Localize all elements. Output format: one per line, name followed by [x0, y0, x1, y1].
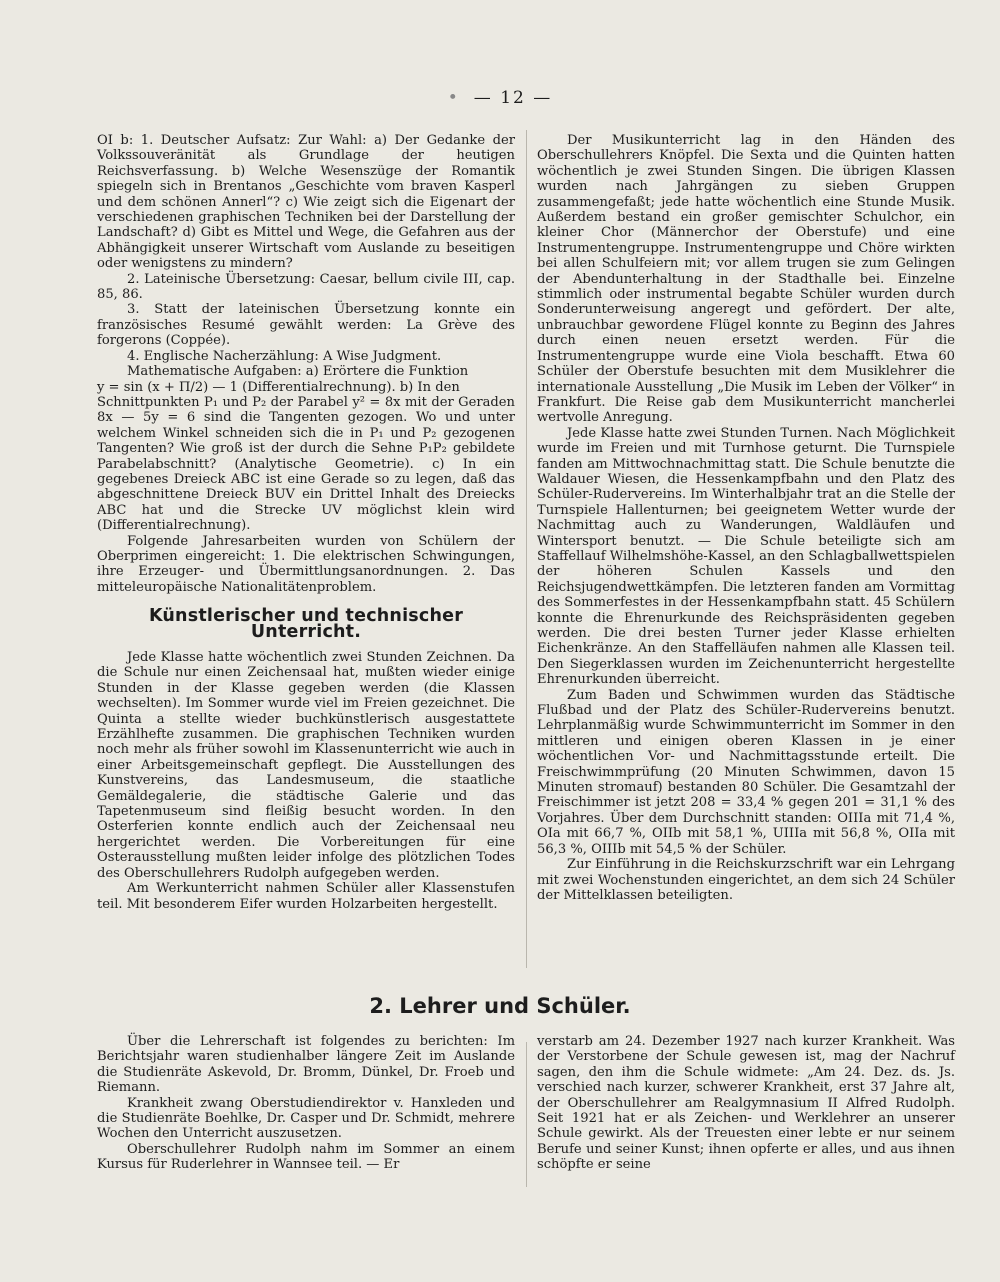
paragraph-deutscher-aufsatz: OI b: 1. Deutscher Aufsatz: Zur Wahl: a) Der Gedanke der Volkssouveränität als Grundlage der heutigen Reichsverfassung. b) Welche Wesenszüge der Romantik spiegeln sich in Brentanos „Geschichte vom braven Kasperl und dem schönen Annerl“? c) Wie zeigt sich die Eigenart der verschiedenen graphischen Techniken bei der Darstellung der Landschaft? d) Gibt es Mittel und Wege, die Gefahren aus der Abhängigkeit unserer Wirtschaft vom Auslande zu beseitigen oder wenigstens zu mindern?	[97, 133, 515, 272]
paragraph-mathematische-aufgaben: Mathematische Aufgaben: a) Erörtere die Funktion	[127, 364, 469, 380]
paragraph-nachruf: verstarb am 24. Dezember 1927 nach kurzer Krankheit. Was der Verstorbene der Schule gewesen ist, mag der Nachruf sagen, den ihm die Schule widmete: „Am 24. Dez. ds. Js. verschied nach kurzer, schwerer Krankheit, erst 37 Jahre alt, der Oberschullehrer am Realgymnasium II Alfred Rudolph. Seit 1921 hat er als Zeichen- und Werklehrer an unserer Schule gewirkt. Als der Treuesten einer lebte er nur seinem Berufe und seiner Kunst; ihnen opferte er alles, und aus ihnen schöpfte er seine	[537, 1034, 955, 1173]
page-number: • — 12 —	[447, 88, 553, 108]
column-divider	[526, 130, 527, 968]
paragraph-lateinische-uebersetzung: 2. Lateinische Übersetzung: Caesar, bellum civile III, cap. 85, 86.	[97, 271, 515, 303]
paragraph-franzoesisches-resume: 3. Statt der lateinischen Übersetzung konnte ein französisches Resumé gewählt werden: La Grève des forgerons (Coppée).	[97, 302, 515, 349]
paragraph-krankheit: Krankheit zwang Oberstudiendirektor v. Hanxleden und die Studienräte Boehlke, Dr. Casper und Dr. Schmidt, mehrere Wochen den Unterricht auszusetzen.	[97, 1095, 515, 1142]
section-heading-kuenstlerisch: Künstlerischer und technischer Unterricht.	[148, 606, 464, 642]
page-mark: •	[447, 88, 460, 108]
math-formula: y = sin (x + Π/2) — 1 (Differentialrechnung). b) In den	[97, 379, 460, 395]
right-column-top	[537, 133, 955, 903]
right-column-bottom	[537, 1034, 955, 1173]
paragraph-werkunterricht: Am Werkunterricht nahmen Schüler aller Klassenstufen teil. Mit besonderem Eifer wurden Holzarbeiten hergestellt.	[97, 881, 515, 912]
left-column-bottom	[97, 1034, 515, 1173]
paragraph-mathematik-fortsetzung: Schnittpunkten P₁ und P₂ der Parabel y² = 8x mit der Geraden 8x — 5y = 6 sind die Tangenten gezogen. Wo und unter welchem Winkel schneiden sich die in P₁ und P₂ gezogenen Tangenten? Wie groß ist der durch die Sehne P₁P₂ gebildete Parabelabschnitt? (Analytische Geometrie). c) In ein gegebenes Dreieck ABC ist eine Gerade so zu legen, daß das abgeschnittene Dreieck BUV ein Drittel Inhalt des Dreiecks ABC hat und die Strecke UV möglichst klein wird (Differentialrechnung).	[97, 394, 515, 534]
chapter-heading: 2. Lehrer und Schüler.	[369, 994, 631, 1018]
column-divider-bottom	[526, 1042, 527, 1187]
paragraph-rudolph: Oberschullehrer Rudolph nahm im Sommer an einem Kursus für Ruderlehrer in Wannsee teil. — Er	[97, 1141, 515, 1173]
paragraph-reichskurzschrift: Zur Einführung in die Reichskurzschrift war ein Lehrgang mit zwei Wochenstunden eingerichtet, an dem sich 24 Schüler der Mittelklassen beteiligten.	[537, 857, 955, 903]
page-number-value: 12	[500, 88, 526, 108]
paragraph-zeichnen: Jede Klasse hatte wöchentlich zwei Stunden Zeichnen. Da die Schule nur einen Zeichensaal hat, mußten wieder einige Stunden in der Klasse gegeben werden (die Klassen wechselten). Im Sommer wurde viel im Freien gezeichnet. Die Quinta a stellte wieder buchkünstlerisch ausgestattete Erzählhefte zusammen. Die graphischen Techniken wurden noch mehr als früher sowohl im Klassenunterricht wie auch in einer Arbeitsgemeinschaft gepflegt. Die Ausstellungen des Kunstvereins, das Landesmuseum, die staatliche Gemäldegalerie, die städtische Galerie und das Tapetenmuseum sind fleißig besucht worden. In den Osterferien konnte endlich auch der Zeichensaal neu hergerichtet werden. Die Vorbereitungen für eine Osterausstellung mußten leider infolge des plötzlichen Todes des Oberschullehrers Rudolph aufgegeben werden.	[97, 650, 515, 881]
paragraph-lehrerschaft: Über die Lehrerschaft ist folgendes zu berichten: Im Berichtsjahr waren studienhalber längere Zeit im Auslande die Studienräte Askevold, Dr. Bromm, Dünkel, Dr. Froeb und Riemann.	[97, 1034, 515, 1096]
paragraph-musikunterricht: Der Musikunterricht lag in den Händen des Oberschullehrers Knöpfel. Die Sexta und die Quinten hatten wöchentlich je zwei Stunden Singen. Die übrigen Klassen wurden nach Jahrgängen zu sieben Gruppen zusammengefaßt; jede hatte wöchentlich eine Stunde Musik. Außerdem bestand ein großer gemischter Schulchor, ein kleiner Chor (Männerchor der Oberstufe) und eine Instrumentengruppe. Instrumentengruppe und Chöre wirkten bei allen Schulfeiern mit; vor allem trugen sie zum Gelingen der Abendunterhaltung in der Stadthalle bei. Einzelne stimmlich oder instrumental begabte Schüler wurden durch Sonderunterweisung angeregt und gefördert. Der alte, unbrauchbar gewordene Flügel konnte zu Beginn des Jahres durch einen neuen ersetzt werden. Für die Instrumentengruppe wurde eine Viola beschafft. Etwa 60 Schüler der Oberstufe besuchten mit dem Musiklehrer die internationale Ausstellung „Die Musik im Leben der Völker“ in Frankfurt. Die Reise gab dem Musikunterricht mancherlei wertvolle Anregung.	[537, 133, 955, 426]
paragraph-jahresarbeiten: Folgende Jahresarbeiten wurden von Schülern der Oberprimen eingereicht: 1. Die elektrischen Schwingungen, ihre Erzeuger- und Übermittlungsanordnungen. 2. Das mitteleuropäische Nationalitätenproblem.	[97, 533, 515, 595]
left-column-top	[97, 133, 515, 912]
paragraph-baden-schwimmen: Zum Baden und Schwimmen wurden das Städtische Flußbad und der Platz des Schüler-Rudervereins benutzt. Lehrplanmäßig wurde Schwimmunterricht im Sommer in den mittleren und einigen oberen Klassen in je einer wöchentlichen Vor- und Nachmittagsstunde erteilt. Die Freischwimmprüfung (20 Minuten Schwimmen, davon 15 Minuten stromauf) bestanden 80 Schüler. Die Gesamtzahl der Freischimmer ist jetzt 208 = 33,4 % gegen 201 = 31,1 % des Vorjahres. Über dem Durchschnitt standen: OIIIa mit 71,4 %, OIa mit 66,7 %, OIIb mit 58,1 %, UIIIa mit 56,8 %, OIIa mit 56,3 %, OIIIb mit 54,5 % der Schüler.	[537, 687, 955, 857]
paragraph-turnen: Jede Klasse hatte zwei Stunden Turnen. Nach Möglichkeit wurde im Freien und mit Turnhose geturnt. Die Turnspiele fanden am Mittwochnachmittag statt. Die Schule benutzte die Waldauer Wiesen, die Hessenkampfbahn und den Platz des Schüler-Rudervereins. Im Winterhalbjahr trat an die Stelle der Turnspiele Hallenturnen; bei geeignetem Wetter wurde der Nachmittag auch zu Wanderungen, Waldläufen und Wintersport benutzt. — Die Schule beteiligte sich am Staffellauf Wilhelmshöhe-Kassel, an den Schlagballwettspielen der höheren Schulen Kassels und den Reichsjugendwettkämpfen. Die letzteren fanden am Vormittag des Sommerfestes in der Hessenkampfbahn statt. 45 Schülern konnte die Ehrenurkunde des Reichspräsidenten gegeben werden. Die drei besten Turner jeder Klasse erhielten Eichenkränze. An den Staffelläufen nahmen alle Klassen teil. Den Siegerklassen wurden im Zeichenunterricht hergestellte Ehrenurkunden überreicht.	[537, 425, 955, 688]
paragraph-englische-nacherzaehlung: 4. Englische Nacherzählung: A Wise Judgment.	[127, 348, 442, 364]
